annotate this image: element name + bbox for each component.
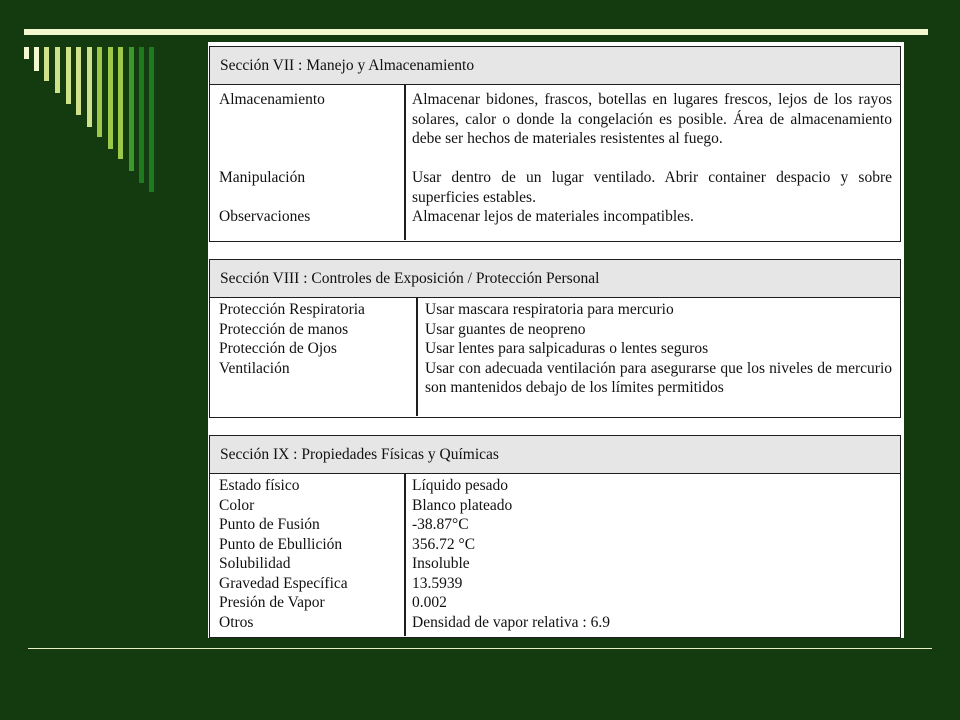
row-value: 356.72 °C — [412, 535, 476, 553]
row-label: Solubilidad — [219, 555, 291, 572]
row-value: Almacenar lejos de materiales incompatibles. — [412, 208, 694, 225]
stripe — [87, 47, 92, 127]
row-label: Color — [219, 496, 255, 514]
row-value: Líquido pesado — [412, 477, 508, 494]
row-value: 0.002 — [412, 594, 447, 611]
row-value: Usar lentes para salpicaduras o lentes seguros — [425, 340, 709, 357]
row-value: Usar dentro de un lugar ventilado. Abrir container despacio y sobre superficies estables. — [412, 169, 892, 206]
stripe — [118, 47, 123, 159]
row-value: Blanco plateado — [412, 496, 513, 514]
row-value: Usar con adecuada ventilación para asegurarse que los niveles de mercurio son mantenidos debajo de los límites permitidos — [425, 359, 892, 396]
row-label: Ventilación — [219, 359, 290, 377]
row-label: Punto de Ebullición — [219, 535, 343, 553]
stripe — [24, 47, 29, 59]
decorative-stripes — [24, 47, 164, 197]
stripe — [76, 47, 81, 115]
top-rule — [24, 29, 928, 35]
row-value: Usar mascara respiratoria para mercurio — [425, 301, 674, 318]
row-value: Insoluble — [412, 555, 470, 572]
row-label: Protección de manos — [219, 320, 349, 338]
section-title: Sección VII : Manejo y Almacenamiento — [210, 47, 900, 85]
row-label: Estado físico — [219, 477, 300, 494]
stripe — [129, 47, 134, 171]
row-value: Almacenar bidones, frascos, botellas en lugares frescos, lejos de los rayos solares, calor o donde la congelación es posible. Área de almacenamiento debe ser hechos de materiales resistentes al fuego. — [412, 91, 892, 147]
row-label: Presión de Vapor — [219, 594, 325, 611]
stripe — [66, 47, 71, 104]
document-image — [208, 42, 904, 638]
row-value: 13.5939 — [412, 574, 463, 592]
section-title: Sección IX : Propiedades Físicas y Químicas — [210, 436, 900, 474]
stripe — [108, 47, 113, 149]
row-label: Otros — [219, 613, 254, 631]
section-vii — [209, 46, 901, 242]
row-label: Protección Respiratoria — [219, 301, 365, 318]
bottom-rule — [28, 648, 932, 649]
stripe — [44, 47, 49, 81]
stripe — [55, 47, 60, 93]
section-title: Sección VIII : Controles de Exposición / Protección Personal — [210, 260, 900, 298]
section-viii — [209, 259, 901, 418]
row-label: Observaciones — [219, 208, 311, 225]
stripe — [34, 47, 39, 71]
row-label: Punto de Fusión — [219, 516, 320, 533]
row-label: Almacenamiento — [219, 91, 325, 108]
row-label: Protección de Ojos — [219, 340, 337, 357]
row-value: Densidad de vapor relativa : 6.9 — [412, 613, 610, 631]
section-ix — [209, 435, 901, 638]
row-value: -38.87°C — [412, 516, 469, 533]
stripe — [149, 47, 154, 192]
stripe — [97, 47, 102, 137]
row-label: Manipulación — [219, 169, 306, 186]
row-value: Usar guantes de neopreno — [425, 320, 586, 338]
stripe — [139, 47, 144, 183]
row-label: Gravedad Específica — [219, 574, 348, 592]
